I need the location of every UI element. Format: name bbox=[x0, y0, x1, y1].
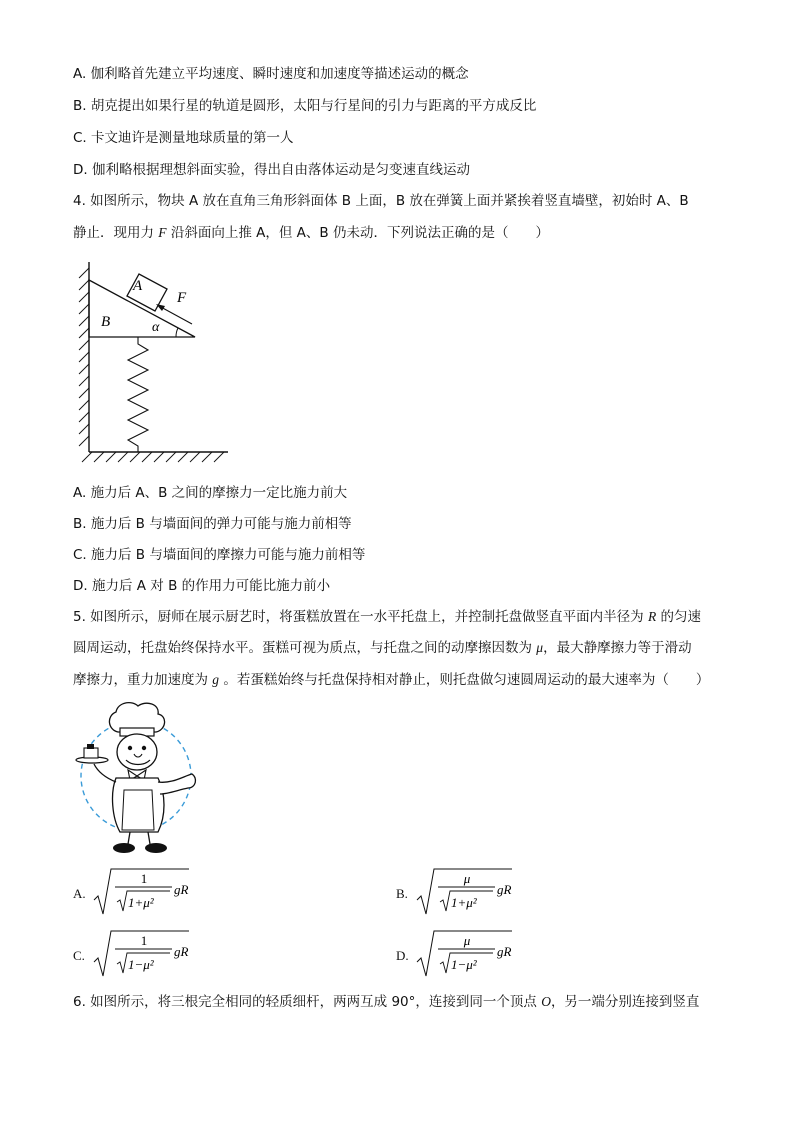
q5-option-a-suffix: gR bbox=[174, 882, 189, 897]
q5-option-c-formula bbox=[92, 928, 192, 980]
q5-option-a-label: A. bbox=[73, 886, 86, 901]
q5-chef-figure bbox=[68, 698, 213, 863]
label-b: B bbox=[101, 314, 111, 330]
q5-option-a-denominator: 1+μ² bbox=[128, 895, 154, 910]
q5-option-c-denominator: 1−μ² bbox=[128, 957, 154, 972]
q5-option-d-suffix: gR bbox=[497, 944, 512, 959]
q5-option-d-numerator: μ bbox=[463, 933, 471, 948]
q5-option-d-formula bbox=[415, 928, 515, 980]
q5-option-c-suffix: gR bbox=[174, 944, 189, 959]
q5-option-d-denominator: 1−μ² bbox=[451, 957, 477, 972]
q5-stem-line3: 摩擦力，重力加速度为 g 。若蛋糕始终与托盘保持相对静止，则托盘做匀速圆周运动的最大速率为（ ） bbox=[73, 672, 710, 688]
q4-stem-line2: 静止．现用力 F 沿斜面向上推 A，但 A、B 仍未动．下列说法正确的是（ ） bbox=[73, 225, 549, 241]
q5-stem-line1: 5. 如图所示，厨师在展示厨艺时，将蛋糕放置在一水平托盘上，并控制托盘做竖直平面内半径为 R 的匀速 bbox=[73, 609, 702, 625]
q5-stem-line2: 圆周运动，托盘始终保持水平。蛋糕可视为质点，与托盘之间的动摩擦因数为 μ，最大静摩擦力等于滑动 bbox=[73, 640, 692, 656]
q3-option-a: A. 伽利略首先建立平均速度、瞬时速度和加速度等描述运动的概念 bbox=[73, 66, 469, 82]
q5-option-b-numerator: μ bbox=[463, 871, 471, 886]
q5-option-b-suffix: gR bbox=[497, 882, 512, 897]
q4-stem-line1: 4. 如图所示，物块 A 放在直角三角形斜面体 B 上面，B 放在弹簧上面并紧挨着竖直墙壁，初始时 A、B bbox=[73, 193, 689, 209]
q5-option-b-label: B. bbox=[396, 886, 408, 901]
q3-option-b: B. 胡克提出如果行星的轨道是圆形，太阳与行星间的引力与距离的平方成反比 bbox=[73, 98, 537, 114]
q6-stem-line1: 6. 如图所示，将三根完全相同的轻质细杆，两两互成 90°，连接到同一个顶点 O，另一端分别连接到竖直 bbox=[73, 994, 700, 1010]
q4-option-b: B. 施力后 B 与墙面间的弹力可能与施力前相等 bbox=[73, 516, 352, 532]
q3-option-d: D. 伽利略根据理想斜面实验，得出自由落体运动是匀变速直线运动 bbox=[73, 162, 470, 178]
q5-option-a-numerator: 1 bbox=[140, 871, 148, 886]
q5-option-b-formula bbox=[415, 866, 515, 918]
label-f: F bbox=[177, 290, 187, 306]
q5-option-b-denominator: 1+μ² bbox=[451, 895, 477, 910]
label-a: A bbox=[133, 278, 143, 294]
q5-option-a-formula bbox=[92, 866, 192, 918]
q4-option-a: A. 施力后 A、B 之间的摩擦力一定比施力前大 bbox=[73, 485, 348, 501]
label-alpha: α bbox=[152, 320, 160, 335]
q3-option-c: C. 卡文迪许是测量地球质量的第一人 bbox=[73, 130, 294, 146]
q4-option-c: C. 施力后 B 与墙面间的摩擦力可能与施力前相等 bbox=[73, 547, 366, 563]
q5-option-c-label: C. bbox=[73, 948, 85, 963]
q5-option-c-numerator: 1 bbox=[140, 933, 148, 948]
q4-incline-spring-figure bbox=[70, 258, 240, 468]
q4-option-d: D. 施力后 A 对 B 的作用力可能比施力前小 bbox=[73, 578, 331, 594]
q5-option-d-label: D. bbox=[396, 948, 409, 963]
